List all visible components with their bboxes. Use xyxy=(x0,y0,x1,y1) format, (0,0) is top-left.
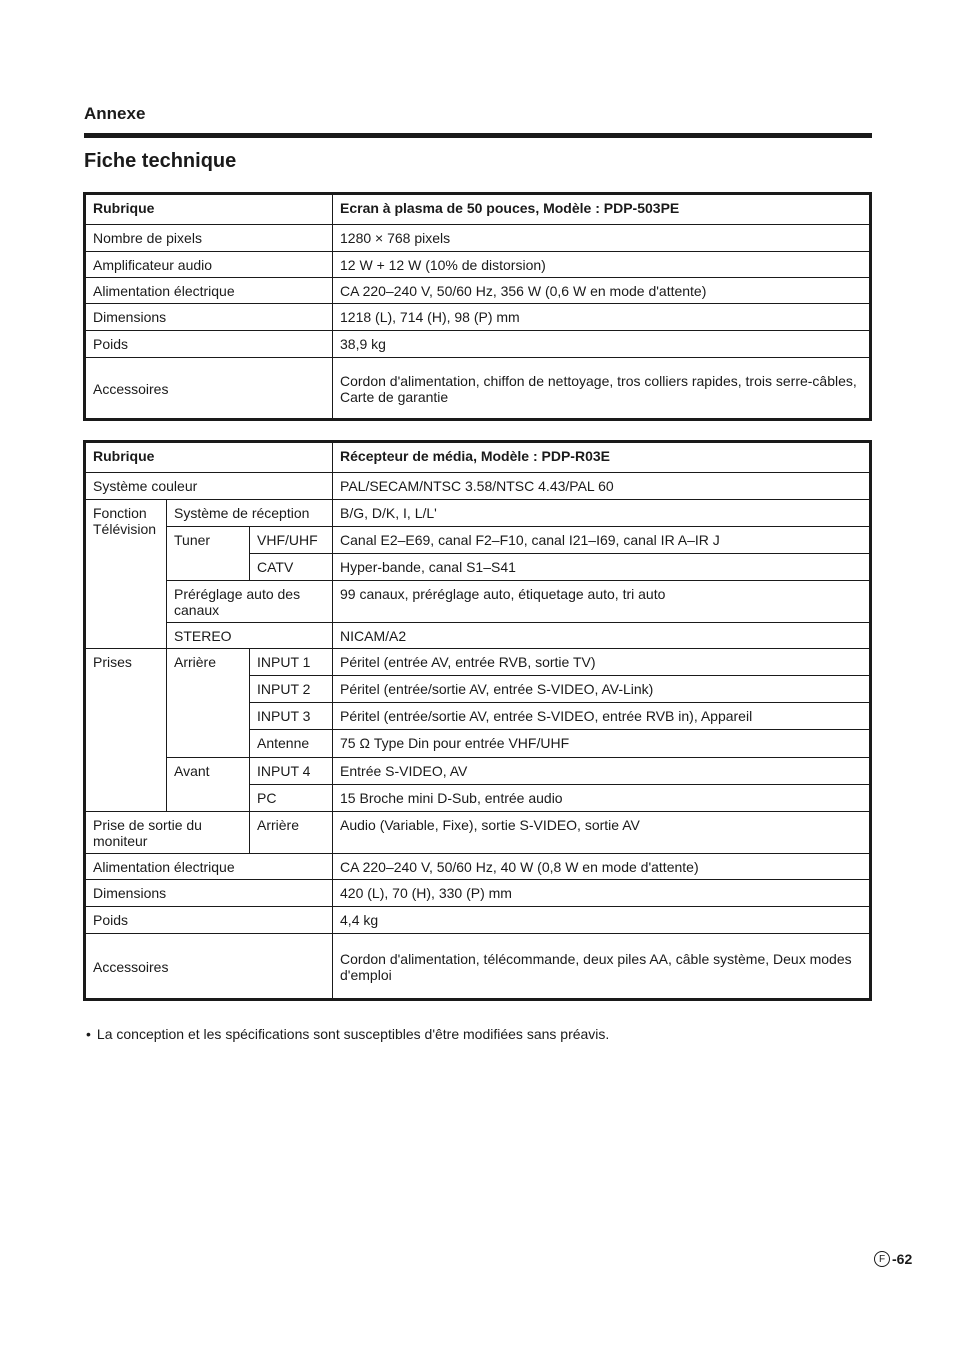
group-label-tuner: Tuner xyxy=(167,527,250,581)
row-value: Hyper-bande, canal S1–S41 xyxy=(333,554,871,581)
row-label: Poids xyxy=(85,331,333,358)
page-title: Fiche technique xyxy=(84,150,237,172)
row-value: B/G, D/K, I, L/L' xyxy=(333,500,871,527)
row-value: 1218 (L), 714 (H), 98 (P) mm xyxy=(333,304,871,331)
row-label: PC xyxy=(250,785,333,812)
row-label: Prise de sortie du moniteur xyxy=(85,812,250,854)
row-label: CATV xyxy=(250,554,333,581)
row-sublabel: Arrière xyxy=(250,812,333,854)
table-row xyxy=(85,812,871,854)
row-value: 99 canaux, préréglage auto, étiquetage auto, tri auto xyxy=(333,581,871,623)
spec-table-plasma-screen xyxy=(83,192,872,421)
row-value: NICAM/A2 xyxy=(333,623,871,649)
table-row xyxy=(85,880,871,907)
section-heading: Annexe xyxy=(84,104,146,123)
table-row xyxy=(85,473,871,500)
row-label: Poids xyxy=(85,907,333,934)
row-label: Dimensions xyxy=(85,304,333,331)
row-value: 15 Broche mini D-Sub, entrée audio xyxy=(333,785,871,812)
table-row xyxy=(85,581,871,623)
header-rubrique: Rubrique xyxy=(85,194,333,225)
row-value: CA 220–240 V, 50/60 Hz, 356 W (0,6 W en mode d'attente) xyxy=(333,278,871,304)
row-label: Accessoires xyxy=(85,358,333,420)
row-value: Péritel (entrée/sortie AV, entrée S-VIDEO, entrée RVB in), Appareil xyxy=(333,703,871,730)
row-label: Dimensions xyxy=(85,880,333,907)
table-header-row xyxy=(85,194,871,225)
table-row xyxy=(85,358,871,420)
row-value: 12 W + 12 W (10% de distorsion) xyxy=(333,252,871,278)
table-row xyxy=(85,527,871,554)
header-model: Ecran à plasma de 50 pouces, Modèle : PDP-503PE xyxy=(333,194,871,225)
table-row xyxy=(85,331,871,358)
row-value: 1280 × 768 pixels xyxy=(333,225,871,252)
row-label: INPUT 1 xyxy=(250,649,333,676)
row-label: INPUT 2 xyxy=(250,676,333,703)
group-label-avant: Avant xyxy=(167,758,250,812)
bullet: • xyxy=(86,1026,91,1042)
table-row xyxy=(85,500,871,527)
row-label: Amplificateur audio xyxy=(85,252,333,278)
row-value: 38,9 kg xyxy=(333,331,871,358)
row-value: Audio (Variable, Fixe), sortie S-VIDEO, sortie AV xyxy=(333,812,871,854)
row-value: Péritel (entrée AV, entrée RVB, sortie TV) xyxy=(333,649,871,676)
table-row xyxy=(85,649,871,676)
header-rubrique: Rubrique xyxy=(85,442,333,473)
table-header-row xyxy=(85,442,871,473)
table-row xyxy=(85,934,871,1000)
row-value: 4,4 kg xyxy=(333,907,871,934)
footnote-text: La conception et les spécifications sont susceptibles d'être modifiées sans préavis. xyxy=(96,1026,610,1042)
language-f-icon: F xyxy=(874,1251,890,1267)
row-label: Alimentation électrique xyxy=(85,278,333,304)
row-value: PAL/SECAM/NTSC 3.58/NTSC 4.43/PAL 60 xyxy=(333,473,871,500)
row-value: Entrée S-VIDEO, AV xyxy=(333,758,871,785)
group-label-arriere: Arrière xyxy=(167,649,250,758)
row-value: Péritel (entrée/sortie AV, entrée S-VIDEO, AV-Link) xyxy=(333,676,871,703)
row-label: INPUT 4 xyxy=(250,758,333,785)
row-label: VHF/UHF xyxy=(250,527,333,554)
row-value: Canal E2–E69, canal F2–F10, canal I21–I69, canal IR A–IR J xyxy=(333,527,871,554)
row-value: 420 (L), 70 (H), 330 (P) mm xyxy=(333,880,871,907)
table-row xyxy=(85,758,871,785)
row-value: Cordon d'alimentation, chiffon de nettoyage, tros colliers rapides, trois serre-câbles, Carte de garantie xyxy=(333,358,871,420)
row-value: Cordon d'alimentation, télécommande, deux piles AA, câble système, Deux modes d'emploi xyxy=(333,934,871,1000)
row-label: INPUT 3 xyxy=(250,703,333,730)
row-label: Antenne xyxy=(250,730,333,758)
table-row xyxy=(85,252,871,278)
table-row xyxy=(85,623,871,649)
table-row xyxy=(85,278,871,304)
spec-table-media-receiver xyxy=(83,440,872,1001)
row-label: Système couleur xyxy=(85,473,333,500)
heading-rule xyxy=(84,133,872,138)
row-value: 75 Ω Type Din pour entrée VHF/UHF xyxy=(333,730,871,758)
table-row xyxy=(85,225,871,252)
row-label: STEREO xyxy=(167,623,333,649)
group-label-prises: Prises xyxy=(85,649,167,812)
row-label: Nombre de pixels xyxy=(85,225,333,252)
table-row xyxy=(85,907,871,934)
row-label: Préréglage auto des canaux xyxy=(167,581,333,623)
header-model: Récepteur de média, Modèle : PDP-R03E xyxy=(333,442,871,473)
row-label: Système de réception xyxy=(167,500,333,527)
page-number-text: -62 xyxy=(892,1251,913,1267)
group-label-fonction-tv: Fonction Télévision xyxy=(85,500,167,649)
table-row xyxy=(85,854,871,880)
row-label: Accessoires xyxy=(85,934,333,1000)
footnote xyxy=(86,1026,609,1042)
row-value: CA 220–240 V, 50/60 Hz, 40 W (0,8 W en mode d'attente) xyxy=(333,854,871,880)
row-label: Alimentation électrique xyxy=(85,854,333,880)
table-row xyxy=(85,304,871,331)
page-number xyxy=(874,1251,912,1267)
